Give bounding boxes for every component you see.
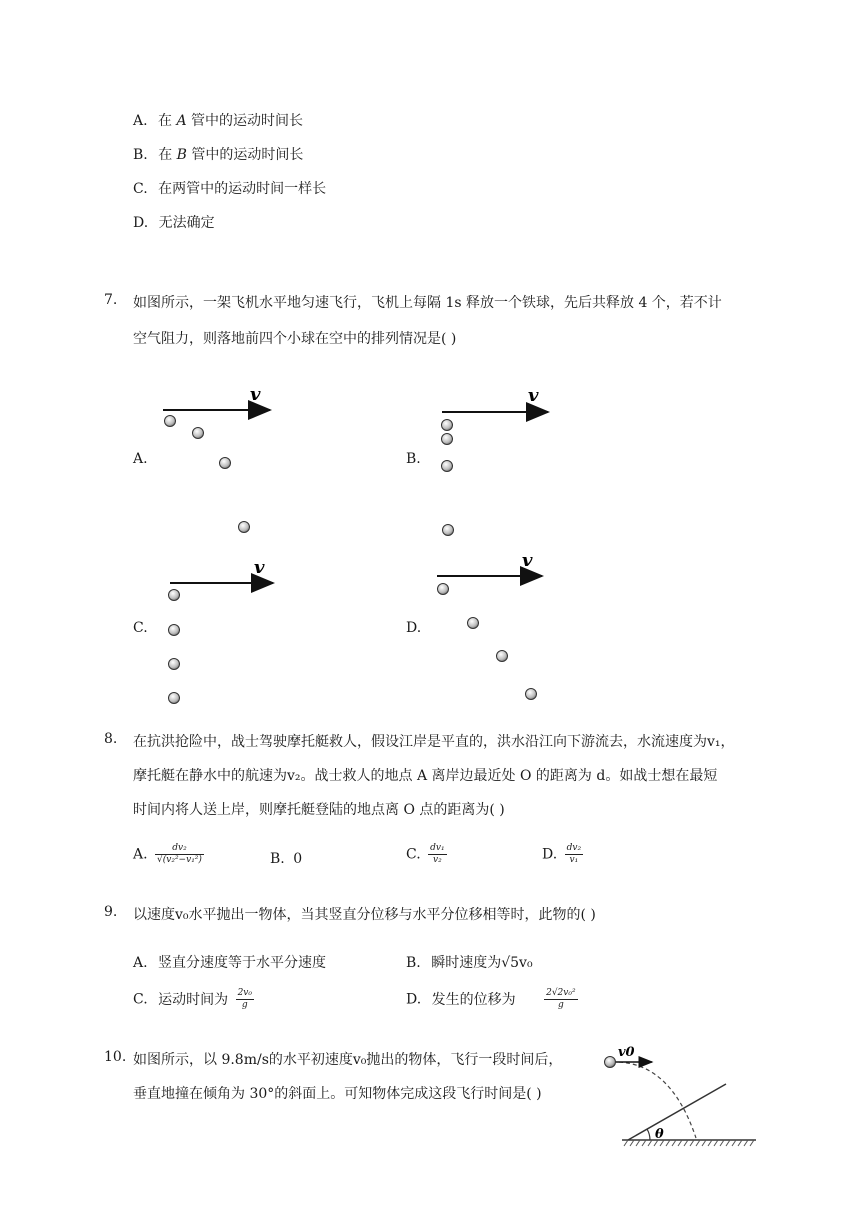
q6-option-a: A. 在 A 管中的运动时间长 bbox=[133, 113, 304, 129]
option-label: B. bbox=[133, 147, 148, 163]
figure-a bbox=[163, 384, 270, 533]
fraction: $\frac{\text{dv₂}}{\text{√(v₂²−v₁²)}}$ bbox=[157, 843, 202, 865]
option-label: D. bbox=[133, 215, 149, 231]
ball bbox=[497, 651, 508, 662]
q6-option-c: C. 在两管中的运动时间一样长 bbox=[133, 181, 327, 197]
ball bbox=[442, 434, 453, 445]
q8-option-c: C. $\frac{\text{dv₁}}{\text{v₂}}$ bbox=[406, 843, 445, 865]
fraction: $\frac{\text{2v₀}}{g}$ bbox=[237, 988, 252, 1010]
q8-option-a: A. $\frac{\text{dv₂}}{\text{√(v₂²−v₁²)}}$ bbox=[133, 843, 202, 865]
option-label: C. bbox=[133, 181, 148, 197]
option-label: A. bbox=[133, 113, 148, 129]
q9-number: 9. bbox=[104, 904, 118, 920]
ball bbox=[443, 525, 454, 536]
q10-stem-line2: 垂直地撞在倾角为 30°的斜面上。可知物体完成这段飞行时间是( ) bbox=[133, 1086, 542, 1102]
ball bbox=[239, 522, 250, 533]
velocity-label: v bbox=[522, 550, 533, 571]
ball bbox=[193, 428, 204, 439]
q6-option-b: B. 在 B 管中的运动时间长 bbox=[133, 147, 304, 163]
ball bbox=[526, 689, 537, 700]
fraction: $\frac{\text{dv₁}}{\text{v₂}}$ bbox=[430, 843, 445, 865]
q9-stem: 以速度v₀水平抛出一物体，当其竖直分位移与水平分位移相等时，此物的( ) bbox=[133, 907, 596, 923]
q7-option-a-label: A. bbox=[133, 451, 148, 467]
q7-option-d-label: D. bbox=[406, 620, 422, 636]
ball bbox=[220, 458, 231, 469]
fraction: $\frac{\text{2√2v₀²}}{g}$ bbox=[546, 988, 576, 1010]
velocity-label: v bbox=[254, 557, 265, 578]
ball bbox=[169, 693, 180, 704]
fraction: $\frac{\text{dv₂}}{\text{v₁}}$ bbox=[566, 843, 582, 865]
ball bbox=[169, 625, 180, 636]
q9-option-a: A. 竖直分速度等于水平分速度 bbox=[133, 955, 327, 971]
ball bbox=[468, 618, 479, 629]
q7-stem-line1: 如图所示，一架飞机水平地匀速飞行，飞机上每隔 1s 释放一个铁球，先后共释放 4 个，若不计 bbox=[133, 295, 722, 311]
ball bbox=[169, 590, 180, 601]
incline bbox=[628, 1084, 726, 1140]
ball bbox=[442, 420, 453, 431]
figure-d bbox=[437, 550, 542, 700]
ball bbox=[442, 461, 453, 472]
q7-option-c-label: C. bbox=[133, 620, 148, 636]
q8-stem-line2: 摩托艇在静水中的航速为v₂。战士救人的地点 A 离岸边最近处 O 的距离为 d。如战士想在最短 bbox=[133, 768, 718, 784]
q10-stem-line1: 如图所示，以 9.8m/s的水平初速度v₀抛出的物体，飞行一段时间后， bbox=[133, 1052, 563, 1068]
q7-number: 7. bbox=[104, 292, 118, 308]
q8-stem-line3: 时间内将人送上岸，则摩托艇登陆的地点离 O 点的距离为( ) bbox=[133, 802, 505, 818]
q8-option-b: B. 0 bbox=[270, 851, 303, 867]
q8-option-d: D. $\frac{\text{dv₂}}{\text{v₁}}$ bbox=[542, 843, 582, 865]
ball bbox=[438, 584, 449, 595]
figure-c bbox=[169, 557, 274, 704]
q10-figure bbox=[600, 1030, 760, 1150]
q8-stem-line1: 在抗洪抢险中，战士驾驶摩托艇救人，假设江岸是平直的，洪水沿江向下游流去，水流速度为v₁， bbox=[133, 734, 735, 750]
ground-hatch bbox=[624, 1140, 754, 1146]
velocity-label: v bbox=[250, 384, 261, 405]
ball bbox=[165, 416, 176, 427]
q9-option-c: C. 运动时间为 $\frac{\text{2v₀}}{g}$ bbox=[133, 988, 252, 1010]
v0-label: v0 bbox=[618, 1045, 635, 1060]
angle-arc bbox=[647, 1129, 650, 1140]
q8-number: 8. bbox=[104, 731, 118, 747]
angle-label: θ bbox=[655, 1127, 664, 1142]
figure-b bbox=[442, 385, 549, 536]
q7-option-b-label: B. bbox=[406, 451, 421, 467]
q10-number: 10. bbox=[104, 1049, 127, 1065]
ball bbox=[169, 659, 180, 670]
q6-option-d: D. 无法确定 bbox=[133, 215, 215, 231]
ball bbox=[605, 1057, 616, 1068]
trajectory bbox=[612, 1062, 696, 1138]
q7-stem-line2: 空气阻力，则落地前四个小球在空中的排列情况是( ) bbox=[133, 331, 457, 347]
velocity-label: v bbox=[528, 385, 539, 406]
q9-option-d: D. 发生的位移为 $\frac{\text{2√2v₀²}}{g}$ bbox=[406, 988, 576, 1010]
q9-option-b: B. 瞬时速度为√5v₀ bbox=[406, 955, 533, 971]
